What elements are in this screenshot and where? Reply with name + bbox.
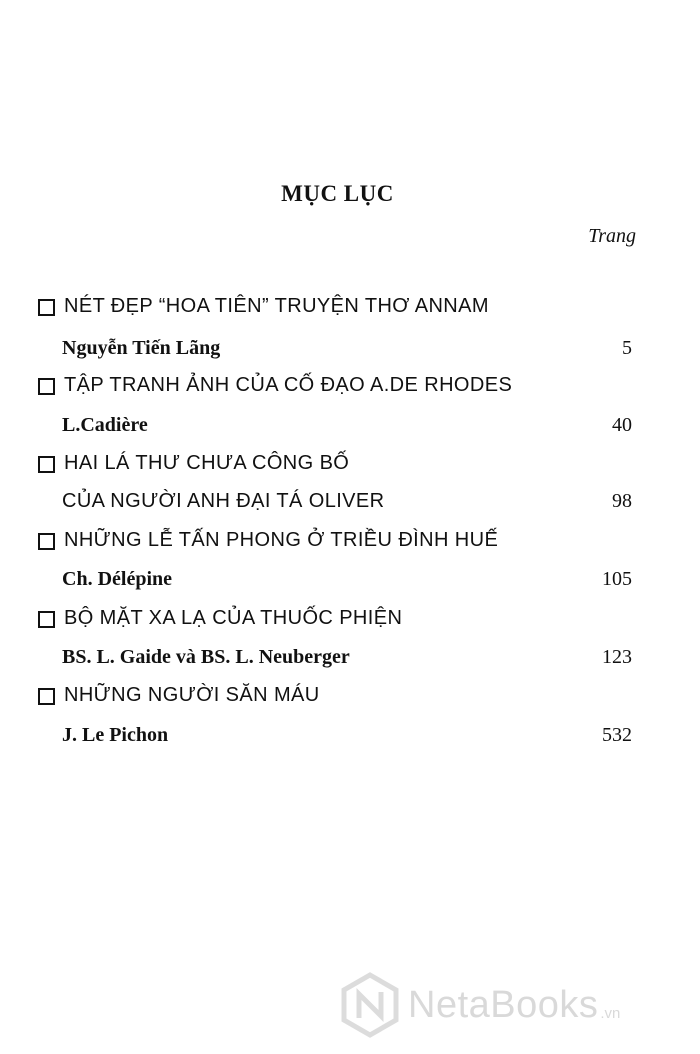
- entry-author: Ch. Délépine: [62, 567, 172, 590]
- entry-page-number: 5: [622, 336, 632, 359]
- checkbox-icon: [38, 299, 55, 316]
- entry-page-number: 40: [612, 413, 632, 436]
- entry-title-text: NHỮNG LỄ TẤN PHONG Ở TRIỀU ĐÌNH HUẾ: [64, 528, 499, 551]
- entry-title-text: HAI LÁ THƯ CHƯA CÔNG BỐ: [64, 451, 350, 474]
- entry-title-text: NHỮNG NGƯỜI SĂN MÁU: [64, 683, 320, 706]
- entry-author: BS. L. Gaide và BS. L. Neuberger: [62, 645, 350, 668]
- entry-author: CỦA NGƯỜI ANH ĐẠI TÁ OLIVER: [62, 489, 385, 512]
- netabooks-logo-icon: [340, 972, 400, 1038]
- toc-entry-author-row: [62, 564, 632, 594]
- toc-entry-title: [38, 680, 632, 710]
- toc-entry-author-row: [62, 642, 632, 672]
- toc-entry-author-row: [62, 333, 632, 363]
- toc-entry-title: [38, 291, 632, 321]
- entry-page-number: 105: [602, 567, 632, 590]
- netabooks-watermark: [340, 970, 620, 1040]
- toc-entry-author-row: [62, 486, 632, 516]
- toc-entry-title: [38, 370, 632, 400]
- entry-page-number: 532: [602, 723, 632, 746]
- entry-author: L.Cadière: [62, 413, 148, 436]
- entry-page-number: 98: [612, 489, 632, 512]
- entry-author: J. Le Pichon: [62, 723, 169, 746]
- checkbox-icon: [38, 611, 55, 628]
- checkbox-icon: [38, 378, 55, 395]
- page-column-label: Trang: [588, 225, 636, 247]
- toc-entry-title: [38, 525, 632, 555]
- entry-title-text: TẬP TRANH ẢNH CỦA CỐ ĐẠO A.DE RHODES: [64, 373, 513, 396]
- watermark-text: NetaBooks: [408, 983, 599, 1026]
- checkbox-icon: [38, 456, 55, 473]
- toc-entry-title: [38, 448, 632, 478]
- checkbox-icon: [38, 533, 55, 550]
- toc-entry-author-row: [62, 720, 632, 750]
- toc-entry-title: [38, 603, 632, 633]
- entry-title-text: BỘ MẶT XA LẠ CỦA THUỐC PHIỆN: [64, 606, 403, 629]
- toc-heading: MỤC LỤC: [281, 181, 394, 206]
- entry-page-number: 123: [602, 645, 632, 668]
- toc-entry-author-row: [62, 410, 632, 440]
- entry-title-text: NÉT ĐẸP “HOA TIÊN” TRUYỆN THƠ ANNAM: [64, 294, 489, 317]
- watermark-suffix: .vn: [600, 1005, 621, 1022]
- entry-author: Nguyễn Tiến Lãng: [62, 336, 221, 359]
- checkbox-icon: [38, 688, 55, 705]
